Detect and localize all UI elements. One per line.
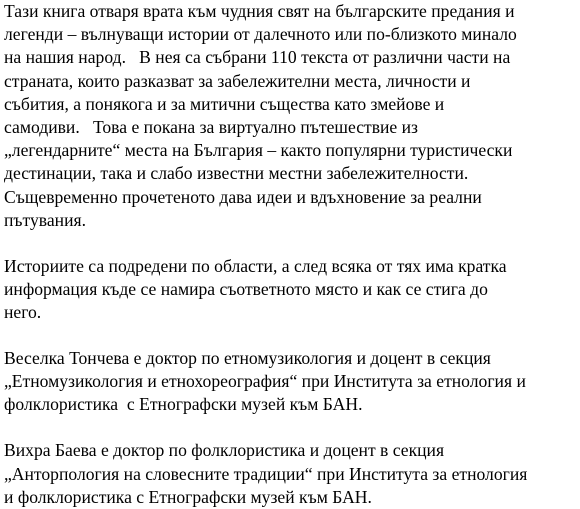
text-line: и фолклористика с Етнографски музей към БАН. bbox=[4, 486, 372, 507]
text-line: пътувания. bbox=[4, 209, 86, 230]
text-line: самодиви. Това е покана за виртуално пътешествие из bbox=[4, 117, 418, 138]
text-line: „легендарните“ места на България – както популярни туристически bbox=[4, 140, 513, 161]
text-line: Тази книга отваря врата към чудния свят на българските предания и bbox=[4, 1, 515, 21]
paragraph-spacer bbox=[4, 417, 580, 440]
text-line: „Анторпология на словесните традиции“ при Института за етнология bbox=[4, 463, 528, 484]
paragraph-spacer bbox=[4, 232, 580, 255]
text-line: събития, а понякога и за митични същества като змейове и bbox=[4, 93, 445, 114]
paragraph-author-toncheva bbox=[4, 347, 580, 417]
text-line: фолклористика с Етнографски музей към БАН. bbox=[4, 394, 363, 415]
text-line: на нашия народ. В нея са събрани 110 текста от различни части на bbox=[4, 47, 511, 68]
paragraph-book-description bbox=[4, 0, 580, 232]
text-line: информация къде се намира съответното място и как се стига до bbox=[4, 278, 488, 299]
paragraph-author-baeva bbox=[4, 439, 580, 509]
text-line: „Етномузикология и етнохореография“ при Института за етнология и bbox=[4, 371, 526, 392]
text-line: страната, които разказват за забележителни места, личности и bbox=[4, 70, 471, 91]
text-line: Историите са подредени по области, а след всяка от тях има кратка bbox=[4, 255, 507, 276]
text-line: Същевременно прочетеното дава идеи и вдъхновение за реални bbox=[4, 186, 482, 207]
text-line: дестинации, така и слабо известни местни забележителности. bbox=[4, 163, 469, 184]
paragraph-spacer bbox=[4, 324, 580, 347]
paragraph-organization bbox=[4, 255, 580, 325]
document-body bbox=[4, 0, 580, 509]
text-line: Веселка Тончева е доктор по етномузикология и доцент в секция bbox=[4, 348, 491, 369]
text-line: него. bbox=[4, 302, 42, 323]
text-line: Вихра Баева е доктор по фолклористика и доцент в секция bbox=[4, 440, 445, 461]
text-line: легенди – вълнуващи истории от далечното или по-близкото минало bbox=[4, 24, 517, 45]
